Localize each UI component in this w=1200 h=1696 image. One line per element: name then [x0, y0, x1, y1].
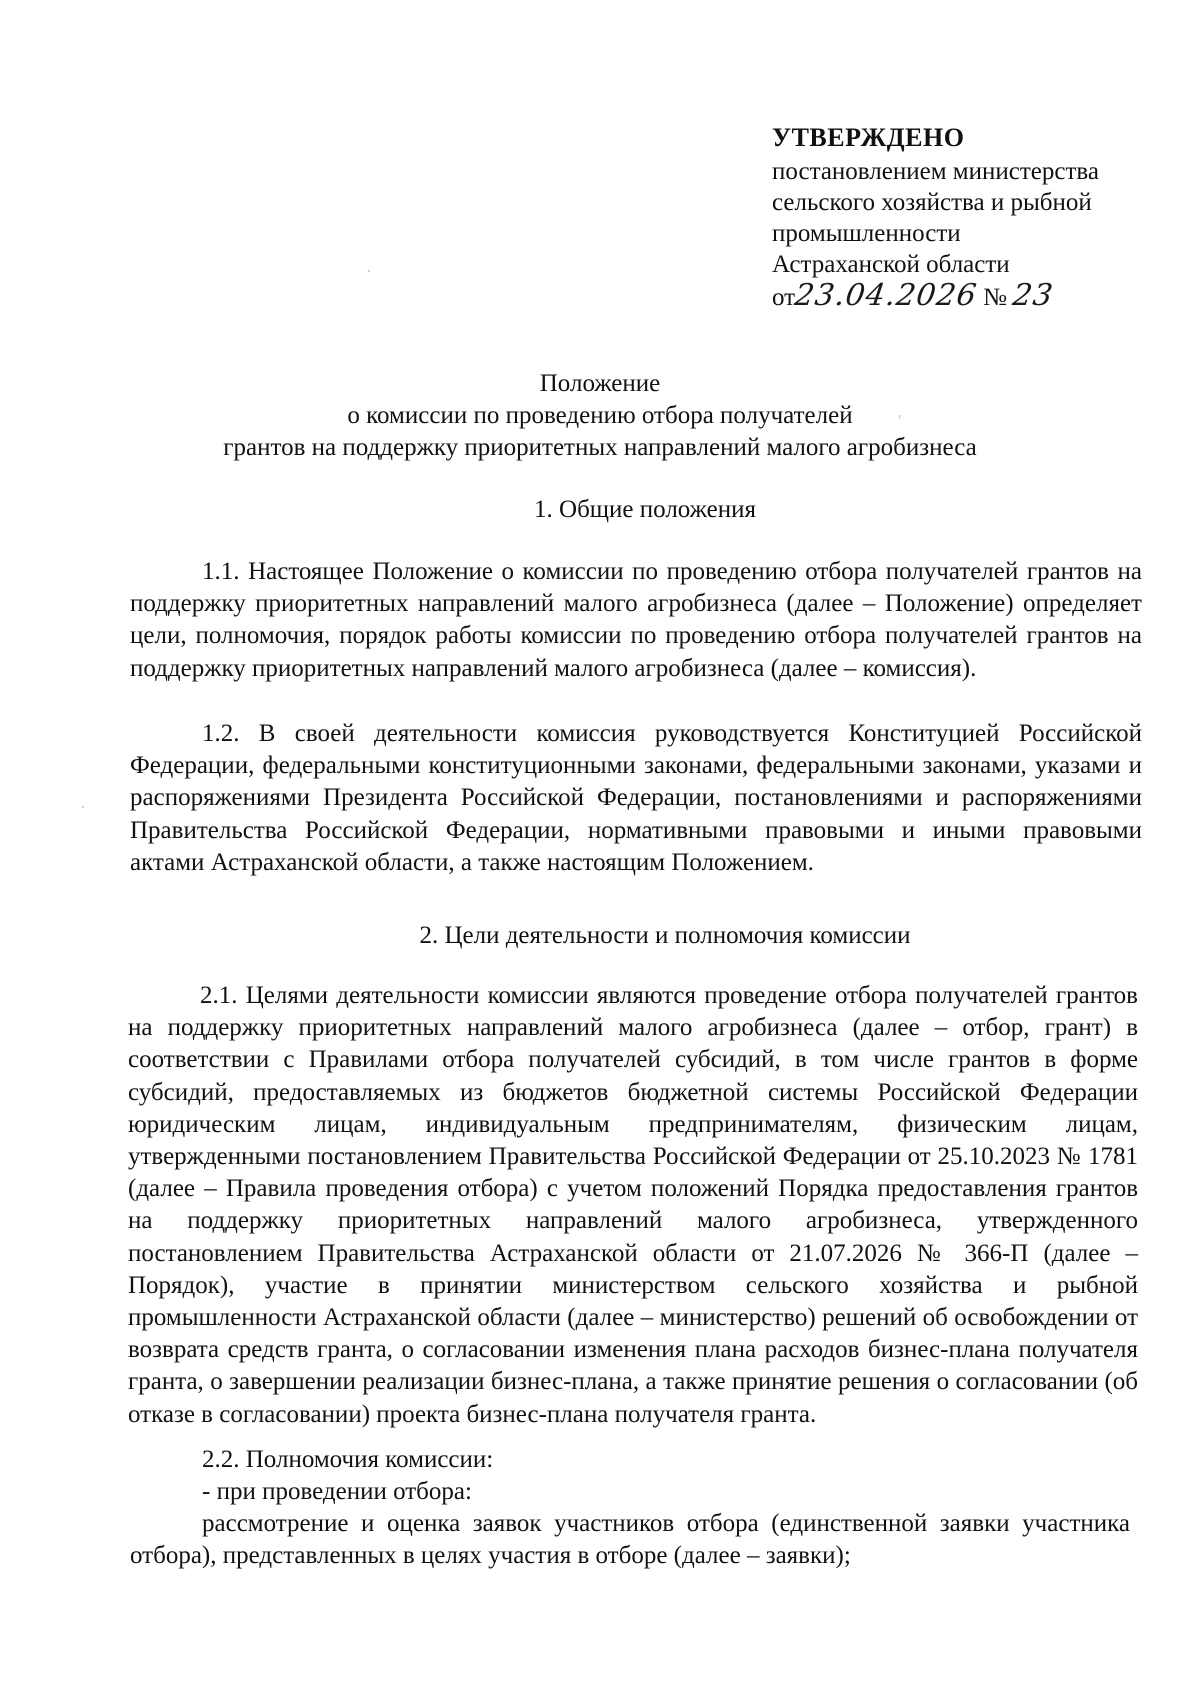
paragraph-1-2: 1.2. В своей деятельности комиссия руководствуется Конституцией Российской Федерации, федеральными конституционными законами, федеральными законами, указами и распоряжениями Президента Российской Федерации, постановлениями и распоряжениями Правительства Российской Федерации, нормативными правовыми и иными правовыми актами Астраханской области, а также настоящим Положением.	[130, 720, 1142, 876]
title-line-1: Положение	[539, 370, 661, 397]
approval-line-4: Астраханской области	[772, 251, 1010, 278]
date-prefix: от	[772, 284, 796, 311]
number-prefix: №	[983, 284, 1007, 311]
paragraph-2-2-item: - при проведении отбора:	[202, 1478, 472, 1505]
title-line-3: грантов на поддержку приоритетных направлений малого агробизнеса	[223, 434, 977, 461]
approval-line-1: постановлением министерства	[772, 158, 1099, 185]
handwritten-number: 23	[1010, 278, 1056, 313]
paragraph-2-2: 2.2. Полномочия комиссии:	[202, 1446, 494, 1473]
approval-heading: УТВЕРЖДЕНО	[772, 123, 965, 152]
paragraph-2-2-text: рассмотрение и оценка заявок участников отбора (единственной заявки участника отбора), представленных в целях участия в отборе (далее – заявки);	[130, 1510, 1130, 1570]
scan-speck: ·	[80, 797, 86, 817]
handwritten-date: 23.04.2026	[792, 278, 980, 313]
section-1-heading: 1. Общие положения	[534, 496, 756, 523]
title-line-2: о комиссии по проведению отбора получателей	[347, 402, 853, 429]
approval-date-line	[772, 280, 1182, 313]
approval-stamp	[772, 122, 1182, 313]
paragraph-1-1: 1.1. Настоящее Положение о комиссии по проведению отбора получателей грантов на поддержку приоритетных направлений малого агробизнеса (далее – Положение) определяет цели, полномочия, порядок работы комиссии по проведению отбора получателей грантов на поддержку приоритетных направлений малого агробизнеса (далее – комиссия).	[130, 558, 1142, 682]
scan-speck: '	[898, 411, 902, 431]
section-2-heading: 2. Цели деятельности и полномочия комиссии	[419, 922, 911, 949]
approval-line-2: сельского хозяйства и рыбной	[772, 189, 1092, 216]
document-title	[150, 368, 1050, 464]
paragraph-2-1: 2.1. Целями деятельности комиссии являются проведение отбора получателей грантов на поддержку приоритетных направлений малого агробизнеса (далее – отбор, грант) в соответствии с Правилами отбора получателей субсидий, в том числе грантов в форме субсидий, предоставляемых из бюджетов бюджетной системы Российской Федерации юридическим лицам, индивидуальным предпринимателям, физическим лицам, утвержденными постановлением Правительства Российской Федерации от 25.10.2023 № 1781 (далее – Правила проведения отбора) с учетом положений Порядка предоставления грантов на поддержку приоритетных направлений малого агробизнеса, утвержденного постановлением Правительства Астраханской области от 21.07.2026 № 366-П (далее – Порядок), участие в принятии министерством сельского хозяйства и рыбной промышленности Астраханской области (далее – министерство) решений об освобождении от возврата средств гранта, о согласовании изменения плана расходов бизнес-плана получателя гранта, о завершении реализации бизнес-плана, а также принятие решения о согласовании (об отказе в согласовании) проекта бизнес-плана получателя гранта.	[128, 982, 1138, 1428]
scan-speck: ·	[366, 261, 372, 281]
approval-line-3: промышленности	[772, 220, 961, 247]
